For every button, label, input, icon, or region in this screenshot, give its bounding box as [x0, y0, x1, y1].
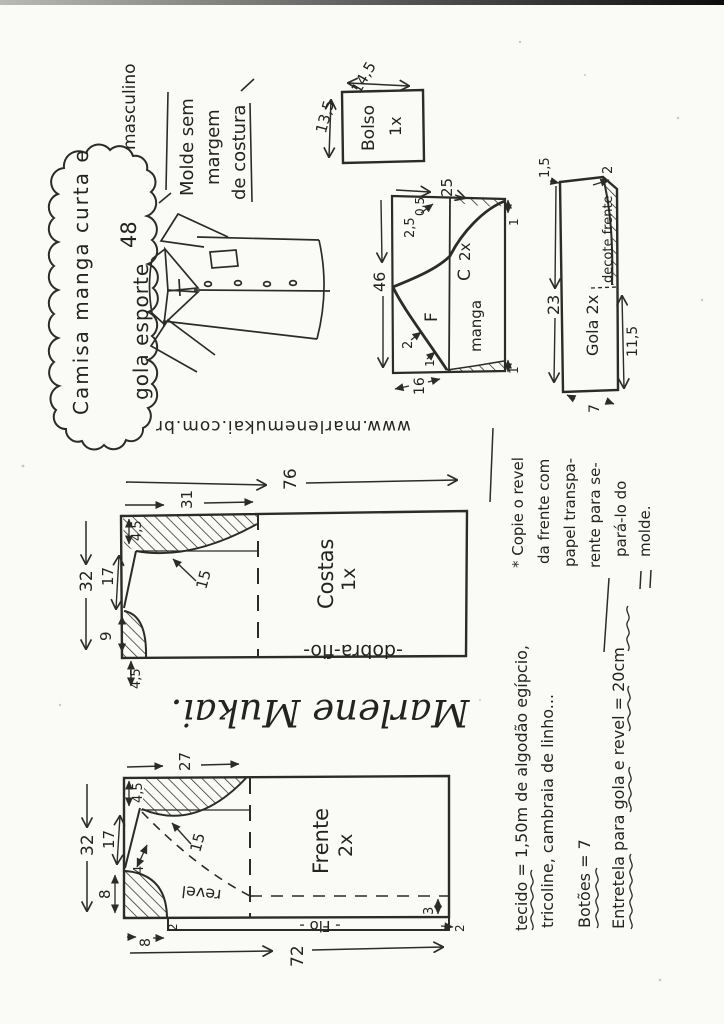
frente-name: Frente — [309, 807, 333, 874]
piece-gola — [538, 157, 641, 413]
costas-width-label: 76 — [281, 468, 301, 490]
frente-shoulder-dim-a — [127, 766, 163, 767]
manga-corner-bottom-label: 1 — [507, 366, 521, 374]
shirt-collar-lower-lapel — [164, 290, 198, 324]
molde-note — [159, 79, 254, 203]
copy-note-line1: * Copie o revel — [509, 457, 527, 568]
costas-neck-width-label: 15 — [192, 567, 215, 592]
website-url: www.marlenemukai.com.br — [155, 416, 411, 436]
copy-note-line5: pará-lo do — [612, 480, 630, 557]
bolso-height-label: 13,5 — [312, 98, 339, 136]
molde-note-line1: Molde sem — [177, 98, 198, 196]
scan-edge-artifact — [0, 0, 724, 5]
copy-note-line2: da frente com — [535, 458, 553, 564]
piece-frente — [78, 752, 467, 967]
materials-notes — [512, 606, 632, 931]
frente-shoulder-dim-b — [201, 764, 239, 765]
manga-back-letter: C — [455, 269, 475, 281]
gola-edge-label: decote frente — [601, 195, 616, 283]
frente-facing-label: revel — [180, 881, 223, 905]
frente-width-label: 72 — [288, 945, 308, 967]
gola-tip1-arrow — [550, 181, 559, 183]
copy-note-slash-right — [604, 578, 609, 652]
manga-hem-label: 16 — [412, 377, 428, 395]
costas-underarm-label: 9 — [97, 631, 115, 641]
costas-width-dim-b — [306, 480, 457, 483]
shirt-sleeve-top — [161, 214, 228, 247]
manga-qty: 2x — [456, 242, 474, 261]
frente-shoulder-slope — [125, 808, 140, 868]
gola-tip2-label: 2 — [601, 165, 616, 174]
gola-length-dim-b — [554, 318, 555, 382]
pattern-size: 48 — [117, 221, 141, 248]
bolso-width-label: 14,5 — [347, 58, 380, 97]
costas-shoulder-slope — [124, 551, 136, 608]
underline-tecido — [531, 870, 533, 930]
costas-hem-label: 4,5 — [129, 668, 144, 689]
frente-width-dim-b — [312, 947, 443, 950]
piece-bolso — [312, 59, 424, 163]
gola-end-arrow-left — [567, 395, 575, 399]
manga-front-letter: F — [422, 312, 442, 322]
frente-hem-offset-label: 8 — [138, 938, 154, 947]
pattern-title-line1: Camisa manga curta e — [69, 148, 93, 415]
costas-side-label: 32 — [77, 570, 97, 592]
costas-neck-width-arrow — [173, 559, 196, 581]
costas-neck-drop-label: 4,5 — [130, 520, 145, 541]
piece-costas — [77, 468, 467, 689]
shirt-buttonhole-tick — [179, 279, 180, 296]
materials-line3: Botões = 7 — [575, 839, 594, 928]
underline-revel — [628, 686, 630, 731]
shirt-sketch — [150, 214, 331, 372]
gola-end-width-label: 7 — [587, 404, 603, 413]
manga-length-dim-a — [381, 200, 382, 262]
frente-armhole-hatch — [125, 871, 167, 917]
frente-neck-width-arrow — [172, 823, 191, 844]
materials-line2: tricoline, cambraia de linho... — [538, 693, 557, 928]
shirt-pocket — [210, 250, 238, 268]
manga-front-ease-arrow — [427, 352, 435, 359]
gola-mid-dash — [591, 287, 617, 288]
costas-width-dim-a — [126, 482, 266, 485]
underline-gola — [629, 767, 631, 812]
shirt-collar-upper-lapel — [165, 249, 198, 291]
costas-armhole-hatch — [122, 611, 146, 657]
gola-half-label: 11,5 — [625, 325, 641, 357]
molde-note-line3: de costura — [229, 104, 250, 200]
frente-side-label: 32 — [78, 834, 98, 856]
costas-shoulder-dim-b — [204, 502, 253, 503]
manga-cap-ease-label: 0,5 — [413, 196, 427, 216]
manga-top-label: 25 — [438, 177, 456, 197]
manga-hatch-bottom — [447, 361, 505, 372]
underline-entretela — [630, 854, 632, 929]
molde-note-bracket-right — [250, 103, 252, 202]
manga-hatch-top — [450, 196, 505, 206]
costas-qty: 1x — [338, 567, 360, 591]
molde-note-line2: margem — [203, 109, 224, 185]
bolso-outline — [342, 90, 424, 163]
frente-underarm-label: 8 — [96, 889, 114, 899]
frente-band-right-arrow — [441, 926, 453, 927]
frente-width-dim-a — [130, 951, 272, 953]
costas-slope-label: 17 — [99, 566, 117, 586]
gola-length-dim-a — [555, 186, 556, 288]
gola-length-label: 23 — [544, 294, 563, 315]
manga-center-line — [449, 197, 450, 372]
frente-band-right-label: 2 — [453, 924, 467, 932]
manga-front-cap-arrow — [411, 332, 421, 340]
copy-note-line6: molde. — [636, 505, 654, 557]
copy-note-slash-left — [490, 428, 493, 502]
shirt-sleeve-bottom — [151, 320, 215, 372]
gola-end-arrow-right — [606, 401, 614, 404]
shirt-buttons — [205, 281, 297, 287]
costas-fold-label: -dobra-fio- — [303, 640, 403, 662]
pattern-gender: masculino — [120, 63, 140, 150]
manga-front-ease-label: 1 — [423, 359, 437, 367]
manga-hem-arrow-right — [428, 379, 440, 382]
title-cloud — [49, 63, 158, 449]
pattern-title-line2: gola esporte — [129, 262, 153, 400]
frente-neck-width-label: 15 — [186, 830, 209, 855]
materials-line4: Entretela para gola e revel = 20cm — [609, 647, 628, 929]
frente-shoulder-label: 27 — [176, 751, 194, 771]
bolso-qty: 1x — [386, 116, 405, 136]
bolso-name: Bolso — [359, 104, 379, 151]
frente-notch-label: 4 — [132, 865, 147, 874]
costas-name: Costas — [314, 538, 338, 609]
underline-20cm — [627, 606, 629, 651]
molde-note-tick-top — [241, 79, 254, 91]
copy-note-line4: rente para se- — [586, 462, 604, 568]
underline-botoes — [596, 868, 598, 928]
shirt-body-top-edge — [197, 237, 319, 240]
frente-slope-label: 17 — [100, 829, 118, 849]
frente-neck-drop-label: 4,5 — [131, 782, 146, 803]
piece-manga — [370, 178, 521, 395]
shirt-hem-edge — [317, 240, 324, 339]
manga-name: manga — [467, 299, 485, 352]
frente-band-label: 2 — [166, 923, 180, 931]
copy-note-line3: papel transpa- — [561, 457, 579, 567]
gola-half-dim — [622, 296, 624, 388]
manga-front-cap-label: 2 — [401, 340, 416, 349]
manga-cap-curve-front — [393, 287, 447, 370]
manga-corner-top-label: 1 — [507, 218, 521, 226]
shirt-body-bottom-edge — [163, 321, 317, 339]
shirt-placket-line — [194, 290, 330, 291]
frente-hem-depth-label: 3 — [422, 906, 437, 915]
materials-line1: tecido = 1,50m de algodão egípcio, — [512, 644, 531, 931]
frente-grain-label: - Fio - — [299, 917, 341, 935]
signature: Marlene Mukai. — [170, 691, 470, 734]
manga-back-cap-label: 2,5 — [403, 217, 418, 238]
molde-note-tick-bottom — [159, 193, 171, 203]
manga-hem-arrow-left — [395, 386, 409, 389]
copy-note-equals — [640, 570, 651, 589]
frente-notch-dim — [137, 845, 147, 867]
manga-top-dim-a — [396, 190, 430, 192]
frente-qty: 2x — [335, 833, 357, 857]
costas-shoulder-label: 31 — [178, 489, 196, 509]
molde-note-bracket-left — [166, 92, 168, 190]
gola-tip1-label: 1,5 — [538, 157, 553, 178]
gola-name: Gola 2x — [583, 294, 602, 356]
manga-length-label: 46 — [370, 271, 389, 292]
